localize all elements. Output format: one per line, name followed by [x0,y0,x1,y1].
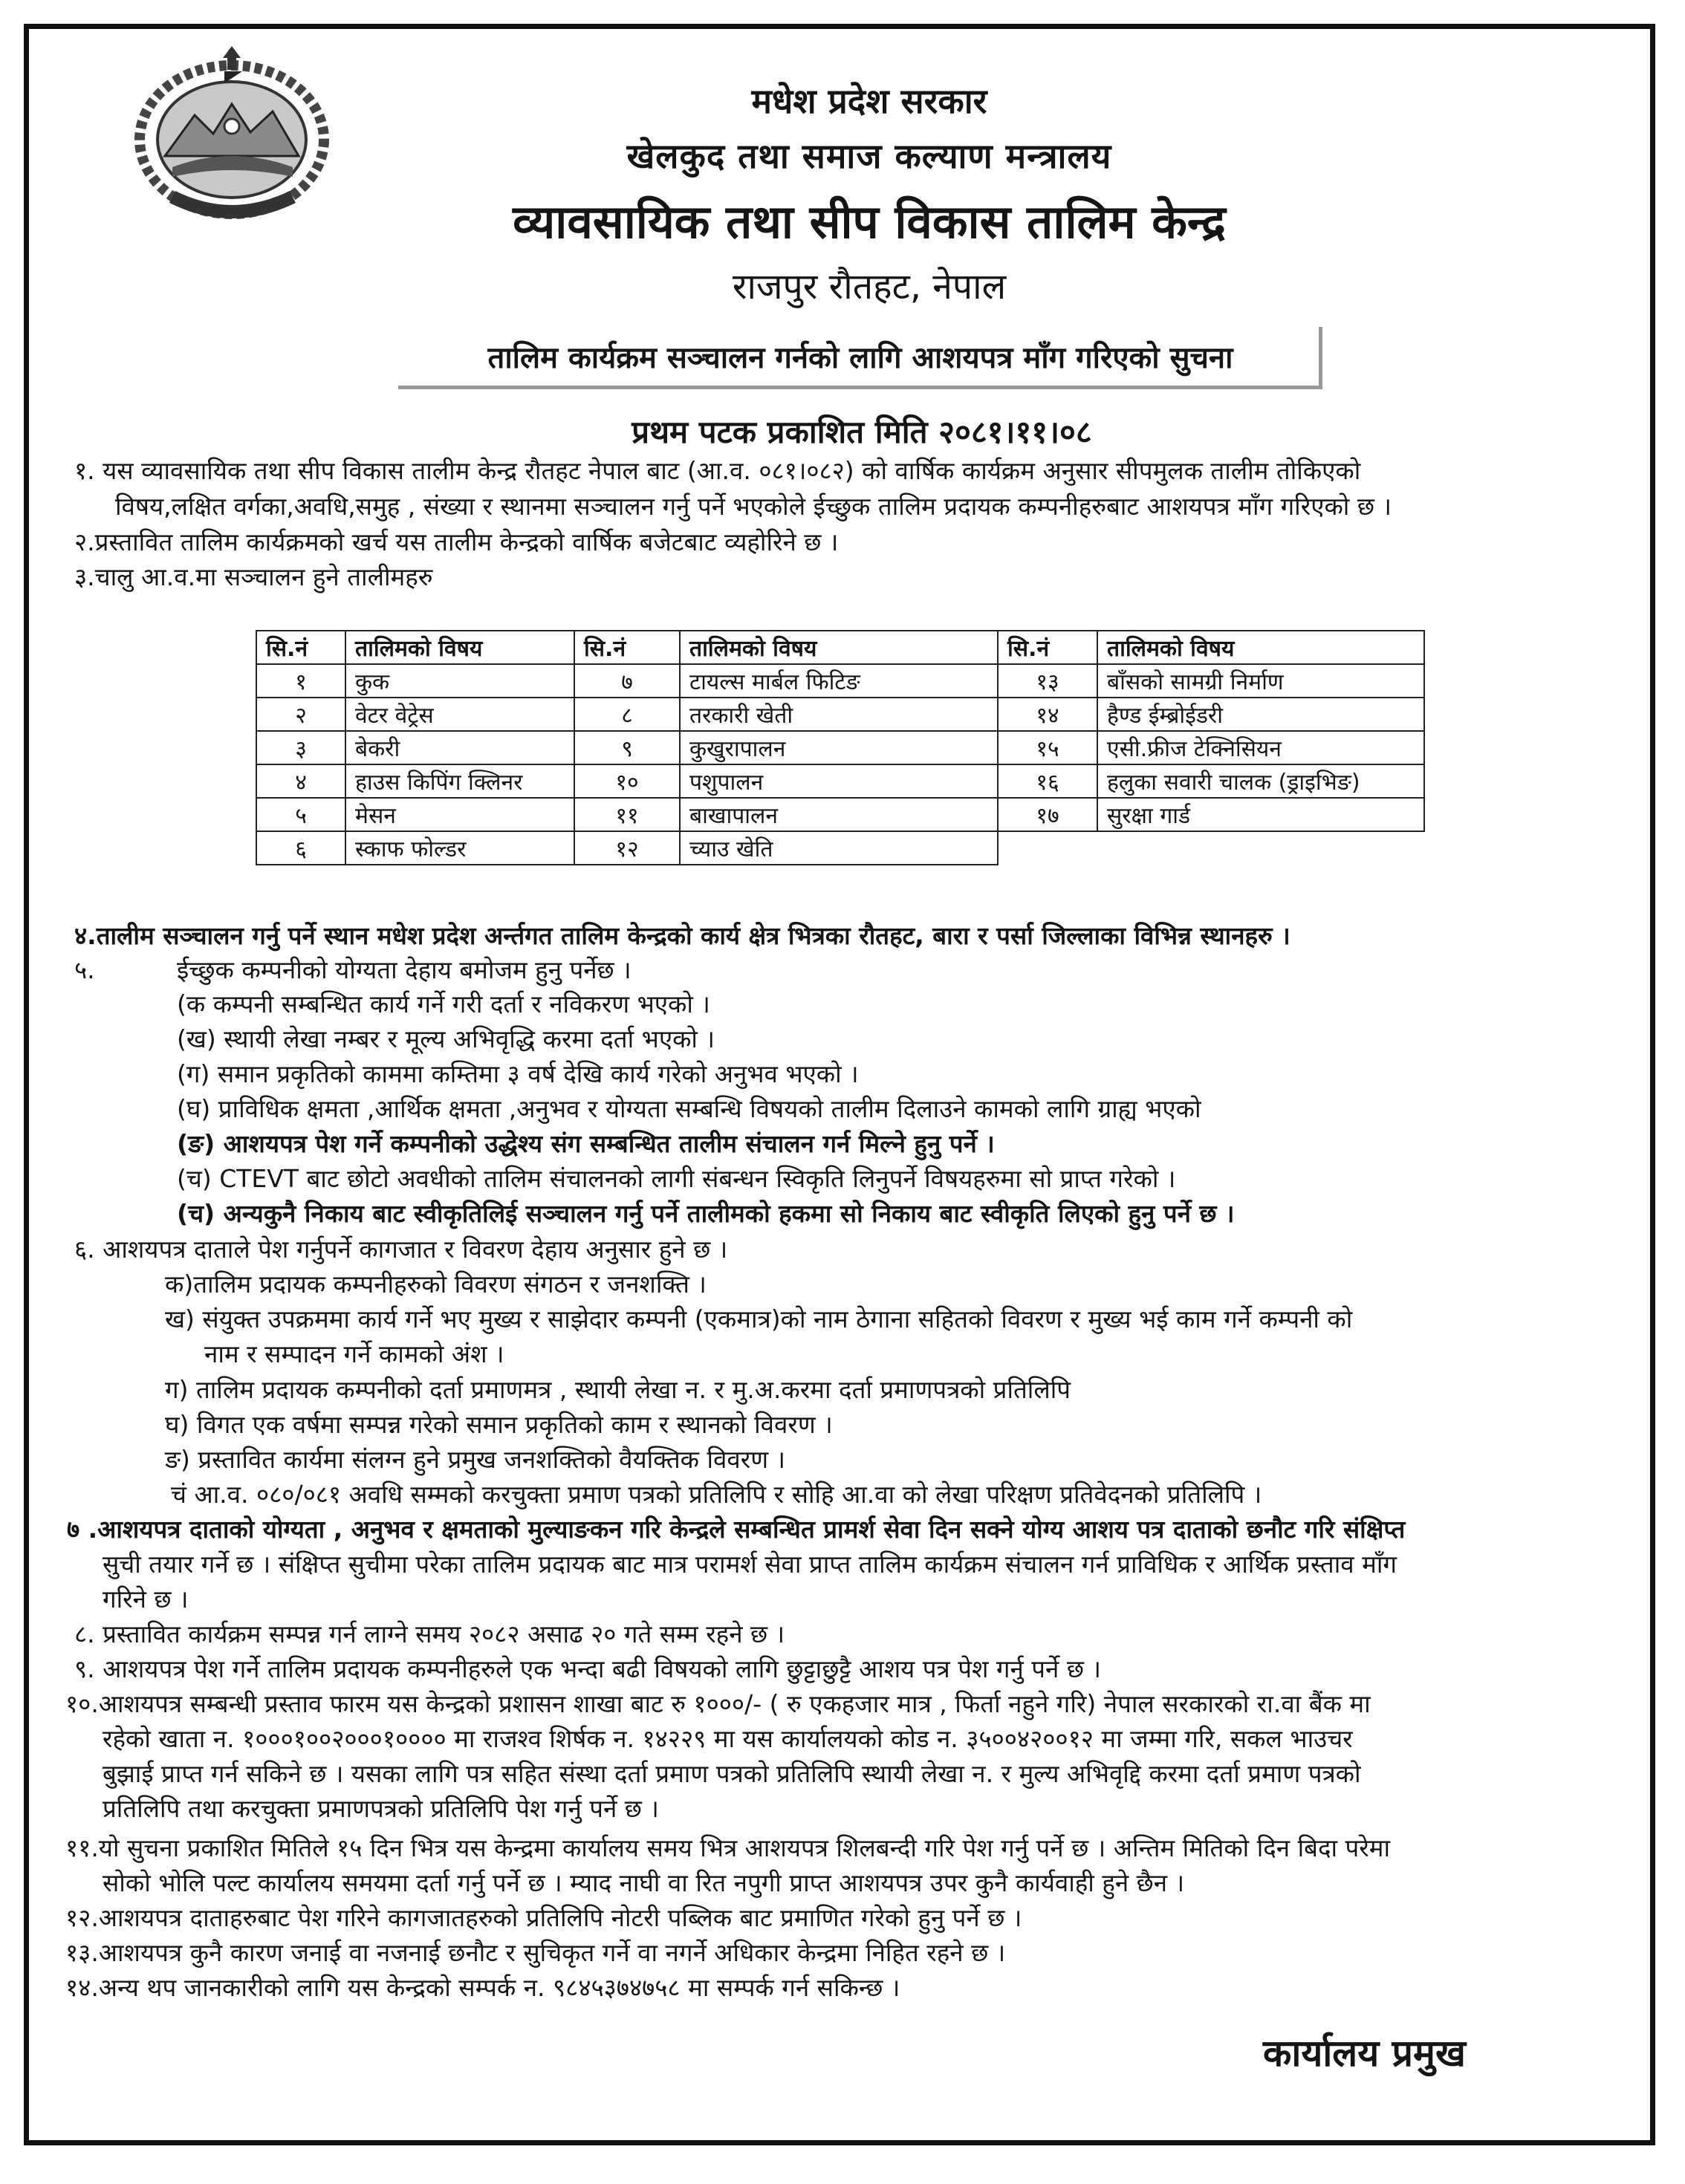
para-5-item: (ख) स्थायी लेखा नम्बर र मूल्य अभिवृद्धि करमा दर्ता भएको । [177,1024,715,1053]
table-cell: ६ [256,831,345,865]
table-cell: मेसन [345,798,574,831]
para-5-item: (च) CTEVT बाट छोटो अवधीको तालिम संचालनको लागी संबन्धन स्विकृति लिनुपर्ने विषयहरुमा सो प्राप्त गरेको । [177,1164,1176,1193]
signature-office-chief: कार्यालय प्रमुख [1263,2032,1466,2075]
table-cell: बाखापालन [680,798,998,831]
table-row [256,664,1424,698]
table-cell: हैण्ड ईम्ब्रोईडरी [1097,698,1424,731]
para-6-item: ङ) प्रस्तावित कार्यमा संलग्न हुने प्रमुख जनशक्तिको वैयक्तिक विवरण । [165,1445,786,1474]
table-cell: च्याउ खेति [680,831,998,865]
para-3: ३.चालु आ.व.मा सञ्चालन हुने तालीमहरु [74,562,433,591]
table-cell: हलुका सवारी चालक (ड्राइभिङ) [1097,764,1424,798]
header-location: राजपुर रौतहट, नेपाल [732,266,1007,308]
table-cell: कुखुरापालन [680,731,998,764]
para-10-line-1: १०.आशयपत्र सम्बन्धी प्रस्ताव फारम यस केन्द्रको प्रशासन शाखा बाट रु १०००/- ( रु एकहजार मात्र , फिर्ता नहुने गरि) नेपाल सरकारको रा.वा बैंक मा [65,1689,1371,1718]
table-header: तालिमको विषय [1097,631,1424,664]
para-5-item: (ग) समान प्रकृतिको काममा कम्तिमा ३ वर्ष देखि कार्य गरेको अनुभव भएको । [177,1059,859,1088]
table-cell: १३ [998,664,1097,698]
para-7-line-3: गरिने छ । [103,1585,189,1613]
para-6-item: नाम र सम्पादन गर्ने कामको अंश । [204,1339,504,1368]
table-header: सि.नं [998,631,1097,664]
para-7-line-2: सुची तयार गर्ने छ । संक्षिप्त सुचीमा परेका तालिम प्रदायक बाट मात्र परामर्श सेवा प्राप्त तालिम कार्यक्रम संचालन गर्न प्राविधिक र आर्थिक प्रस्ताव माँग [103,1550,1397,1579]
para-6: ६. आशयपत्र दाताले पेश गर्नुपर्ने कागजात र विवरण देहाय अनुसार हुने छ । [74,1235,728,1264]
para-6-item: ख) संयुक्त उपक्रममा कार्य गर्ने भए मुख्य र साझेदार कम्पनी (एकमात्र)को नाम ठेगाना सहितको विवरण र मुख्य भई काम गर्ने कम्पनी को [165,1304,1353,1333]
para-12: १२.आशयपत्र दाताहरुबाट पेश गरिने कागजातहरुको प्रतिलिपि नोटरी पब्लिक बाट प्रमाणित गरेको हुनु पर्ने छ । [65,1903,1022,1932]
para-7-line-1: ७ .आशयपत्र दाताको योग्यता , अनुभव र क्षमताको मुल्याङकन गरि केन्द्रले सम्बन्धित प्रामर्श सेवा दिन सक्ने योग्य आशय पत्र दाताको छनौट गरि संक्षिप्त [67,1515,1406,1544]
table-cell-empty [1097,831,1424,865]
table-cell: बेकरी [345,731,574,764]
training-table [256,630,1425,865]
para-5: ईच्छुक कम्पनीको योग्यता देहाय बमोजम हुनु पर्नेछ । [177,955,632,984]
para-5-number: ५. [74,955,95,984]
table-cell: कुक [345,664,574,698]
table-cell: सुरक्षा गार्ड [1097,798,1424,831]
para-1-line-2: विषय,लक्षित वर्गका,अवधि,समुह , संख्या र स्थानमा सञ्चालन गर्नु पर्ने भएकोले ईच्छुक तालिम प्रदायक कम्पनीहरुबाट आशयपत्र माँग गरिएको छ । [115,492,1392,521]
table-row [256,831,1424,865]
table-cell: एसी.फ्रीज टेक्निसियन [1097,731,1424,764]
header-government: मधेश प्रदेश सरकार [751,81,987,121]
table-cell: १२ [574,831,680,865]
publish-date: प्रथम पटक प्रकाशित मिति २०८१।११।०८ [632,414,1092,450]
table-cell-empty [998,831,1097,865]
para-4: ४.तालीम सञ्चालन गर्नु पर्ने स्थान मधेश प्रदेश अर्न्तगत तालिम केन्द्रको कार्य क्षेत्र भित्रका रौतहट, बारा र पर्सा जिल्लाका विभिन्न स्थानहरु । [74,921,1290,950]
table-cell: ३ [256,731,345,764]
table-row [256,764,1424,798]
para-9: ९. आशयपत्र पेश गर्ने तालिम प्रदायक कम्पनीहरुले एक भन्दा बढी विषयको लागि छुट्टाछुट्टै आशय पत्र पेश गर्नु पर्ने छ । [74,1654,1101,1683]
table-cell: १४ [998,698,1097,731]
table-cell: २ [256,698,345,731]
notice-title: तालिम कार्यक्रम सञ्चालन गर्नको लागि आशयपत्र माँग गरिएको सुचना [487,341,1233,375]
table-cell: ८ [574,698,680,731]
para-8: ८. प्रस्तावित कार्यक्रम सम्पन्न गर्न लाग्ने समय २०८२ असाढ २० गते सम्म रहने छ । [74,1619,785,1648]
table-cell: १० [574,764,680,798]
table-row [256,798,1424,831]
header-center-name: व्यावसायिक तथा सीप विकास तालिम केन्द्र [513,195,1226,249]
table-row [256,731,1424,764]
para-10-line-3: बुझाई प्राप्त गर्न सकिने छ । यसका लागि पत्र सहित संस्था दर्ता प्रमाण पत्रको प्रतिलिपि स्थायी लेखा न. र मुल्य अभिवृद्दि करमा दर्ता प्रमाण पत्रको [103,1759,1361,1788]
para-10-line-2: रहेको खाता न. १०००१००२०००१०००० मा राजश्व शिर्षक न. १४२२९ मा यस कार्यालयको कोड न. ३५००४२००१२ मा जम्मा गरि, सकल भाउचर [103,1724,1353,1753]
para-11-line-1: ११.यो सुचना प्रकाशित मितिले १५ दिन भित्र यस केन्द्रमा कार्यालय समय भित्र आशयपत्र शिलबन्दी गरि पेश गर्नु पर्ने छ । अन्तिम मितिको दिन बिदा परेमा [65,1833,1391,1862]
para-10-line-4: प्रतिलिपि तथा करचुक्ता प्रमाणपत्रको प्रतिलिपि पेश गर्नु पर्ने छ । [103,1794,659,1823]
table-cell: १७ [998,798,1097,831]
header-ministry: खेलकुद तथा समाज कल्याण मन्त्रालय [626,136,1112,176]
table-cell: १६ [998,764,1097,798]
table-cell: ७ [574,664,680,698]
para-5-item: (ङ) आशयपत्र पेश गर्ने कम्पनीको उद्धेश्य संग सम्बन्धित तालीम संचालन गर्न मिल्ने हुनु पर्ने । [177,1129,995,1158]
para-6-item: क)तालिम प्रदायक कम्पनीहरुको विवरण संगठन र जनशक्ति । [165,1270,707,1299]
para-5-item: (घ) प्राविधिक क्षमता ,आर्थिक क्षमता ,अनुभव र योग्यता सम्बन्धि विषयको तालीम दिलाउने कामको लागि ग्राह्य भएको [177,1094,1201,1123]
table-cell: बाँसको सामग्री निर्माण [1097,664,1424,698]
table-cell: वेटर वेट्रेस [345,698,574,731]
para-11-line-2: सोको भोलि पल्ट कार्यालय समयमा दर्ता गर्नु पर्ने छ । म्याद नाघी वा रित नपुगी प्राप्त आशयपत्र उपर कुनै कार्यवाही हुने छैन । [103,1868,1185,1897]
table-cell: ४ [256,764,345,798]
para-5-item: (च) अन्यकुनै निकाय बाट स्वीकृतिलिई सञ्चालन गर्नु पर्ने तालीमको हकमा सो निकाय बाट स्वीकृति लिएको हुनु पर्ने छ । [177,1199,1235,1228]
para-1-line-1: १. यस व्यावसायिक तथा सीप विकास तालीम केन्द्र रौतहट नेपाल बाट (आ.व. ०८१।०८२) को वार्षिक कार्यक्रम अनुसार सीपमुलक तालीम तोकिएको [74,456,1361,485]
table-header: सि.नं [574,631,680,664]
table-header-row [256,631,1424,664]
table-cell: १ [256,664,345,698]
table-cell: टायल्स मार्बल फिटिङ [680,664,998,698]
table-header: तालिमको विषय [345,631,574,664]
table-row [256,698,1424,731]
para-13: १३.आशयपत्र कुनै कारण जनाई वा नजनाई छनौट र सुचिकृत गर्ने वा नगर्ने अधिकार केन्द्रमा निहित रहने छ । [65,1938,1006,1967]
table-cell: पशुपालन [680,764,998,798]
table-cell: तरकारी खेती [680,698,998,731]
table-header: तालिमको विषय [680,631,998,664]
nepal-emblem-icon [120,45,343,230]
table-cell: ५ [256,798,345,831]
table-header: सि.नं [256,631,345,664]
table-cell: ११ [574,798,680,831]
para-14: १४.अन्य थप जानकारीको लागि यस केन्द्रको सम्पर्क न. ९८४५३७४७५८ मा सम्पर्क गर्न सकिन्छ । [65,1973,900,2002]
para-6-item: घ) विगत एक वर्षमा सम्पन्न गरेको समान प्रकृतिको काम र स्थानको विवरण । [165,1410,833,1439]
table-cell: स्काफ फोल्डर [345,831,574,865]
para-6-item: चं आ.व. ०८०/०८१ अवधि सम्मको करचुक्ता प्रमाण पत्रको प्रतिलिपि र सोहि आ.वा को लेखा परिक्षण प्रतिवेदनको प्रतिलिपि । [171,1480,1262,1509]
table-cell: हाउस किपिंग क्लिनर [345,764,574,798]
para-2: २.प्रस्तावित तालिम कार्यक्रमको खर्च यस तालीम केन्द्रको वार्षिक बजेटबाट व्यहोरिने छ । [74,527,839,556]
table-cell: ९ [574,731,680,764]
para-6-item: ग) तालिम प्रदायक कम्पनीको दर्ता प्रमाणमत्र , स्थायी लेखा न. र मु.अ.करमा दर्ता प्रमाणपत्रको प्रतिलिपि [165,1375,1071,1404]
para-5-item: (क कम्पनी सम्बन्धित कार्य गर्ने गरी दर्ता र नविकरण भएको । [177,989,710,1018]
table-cell: १५ [998,731,1097,764]
